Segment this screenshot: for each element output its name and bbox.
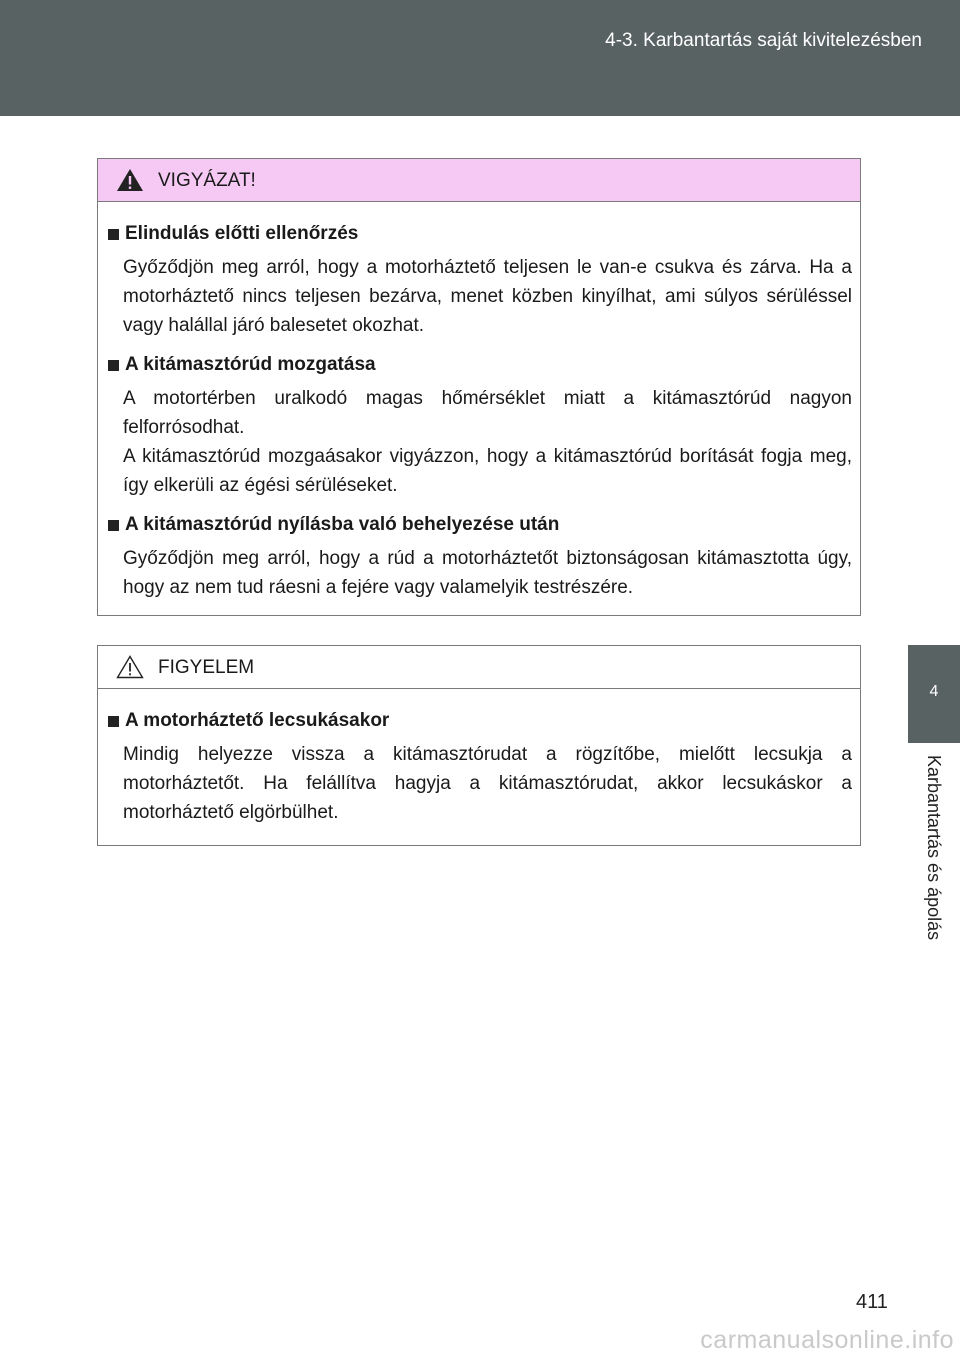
notice-box — [97, 645, 861, 846]
warning-outline-icon — [116, 655, 144, 679]
square-bullet-icon — [108, 520, 119, 531]
watermark: carmanualsonline.info — [700, 1326, 954, 1354]
square-bullet-icon — [108, 360, 119, 371]
section-heading: A kitámasztórúd mozgatása — [108, 351, 852, 379]
square-bullet-icon — [108, 229, 119, 240]
section-heading: A motorháztető lecsukásakor — [108, 707, 852, 735]
chapter-tab — [908, 645, 960, 743]
section-text: A motortérben uralkodó magas hőmérséklet miatt a kitámasztórúd nagyon felforrósodhat. A kitámasztórúd mozgaásakor vigyázzon, hogy a kitámasztórúd borítását fogja meg, így elkerüli az égési sérüléseket. — [123, 388, 852, 496]
caution-header — [98, 159, 860, 202]
chapter-number: 4 — [929, 683, 939, 700]
page-number: 411 — [856, 1291, 888, 1313]
notice-title: FIGYELEM — [158, 657, 255, 678]
caution-body — [98, 202, 860, 602]
chapter-label: Karbantartás és ápolás — [924, 755, 944, 941]
caution-title: VIGYÁZAT! — [158, 170, 256, 191]
caution-box — [97, 158, 861, 616]
section-heading: A kitámasztórúd nyílásba való behelyezése után — [108, 511, 852, 539]
section-heading: Elindulás előtti ellenőrzés — [108, 220, 852, 248]
section-text: Győződjön meg arról, hogy a rúd a motorháztetőt biztonságosan kitámasztotta úgy, hogy az nem tud ráesni a fejére vagy valamelyik testrészére. — [123, 548, 852, 598]
section-text: Mindig helyezze vissza a kitámasztórudat a rögzítőbe, mielőtt lecsukja a motorháztetőt. Ha felállítva hagyja a kitámasztórudat, akkor lecsukáskor a motorháztető elgörbülhet. — [123, 744, 852, 823]
notice-body — [98, 689, 860, 827]
section-text: Győződjön meg arról, hogy a motorháztető teljesen le van-e csukva és zárva. Ha a motorháztető nincs teljesen bezárva, menet közben kinyílhat, ami súlyos sérüléssel vagy halállal járó balesetet okozhat. — [123, 257, 852, 336]
warning-filled-icon — [116, 168, 144, 192]
section-title: 4-3. Karbantartás saját kivitelezésben — [605, 30, 922, 51]
notice-header — [98, 646, 860, 689]
header-bar — [0, 0, 960, 116]
square-bullet-icon — [108, 716, 119, 727]
